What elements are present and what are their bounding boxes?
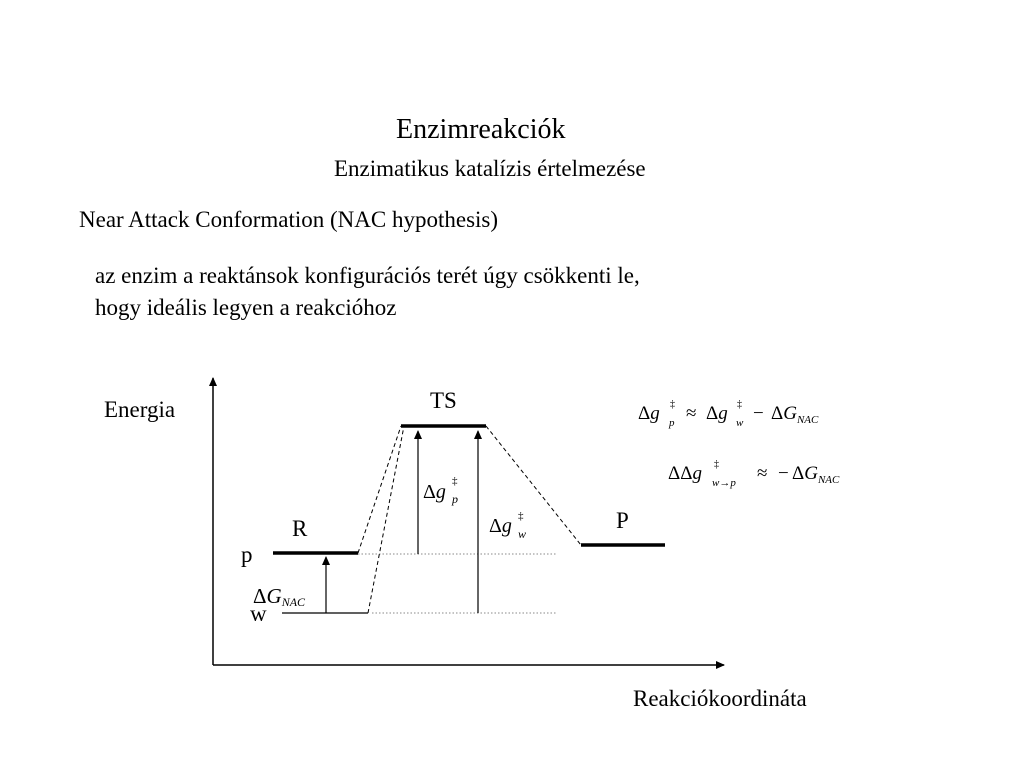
connector-r-ts [358,426,401,553]
svg-text:≈: ≈ [686,403,697,424]
svg-text:ΔGNAC: $\Delta G_{NAC}$ [792,463,840,486]
slide-title: Enzimreakciók [396,114,566,145]
slide-subtitle: Enzimatikus katalízis értelmezése [334,156,646,181]
connector-w-ts [368,426,404,613]
svg-text:‡: ‡ [737,399,742,410]
label-delta-g-nac [253,584,306,609]
product-label: P [616,508,629,533]
w-state-label: w [250,601,267,626]
svg-text:ΔGNAC: ΔGNAC [253,584,306,609]
equation-1 [638,399,819,429]
label-delta-g-p [423,475,458,506]
svg-text:‡: ‡ [670,399,675,410]
svg-text:ΔGNAC: $\Delta G_{NAC}$ [771,403,819,426]
svg-text:‡: ‡ [518,510,524,522]
svg-text:w: w [736,417,744,429]
svg-text:Δg: Δg [423,481,446,503]
p-state-label: p [241,542,253,567]
x-axis-label: Reakciókoordináta [633,686,807,711]
svg-text:‡: ‡ [714,459,719,470]
label-delta-g-w [489,510,526,541]
svg-text:≈: ≈ [757,463,768,484]
description-line-1: az enzim a reaktánsok konfigurációs terét úgy csökkenti le, [95,263,640,288]
svg-text:Δg: Δg [706,403,728,424]
equation-2 [668,459,840,489]
ts-label: TS [430,388,457,413]
svg-text:−: − [778,463,789,484]
svg-text:ΔΔg: ΔΔg [668,463,702,484]
svg-text:Δg: Δg [489,515,512,537]
svg-text:Δg: Δg [638,403,660,424]
svg-text:p: p [669,417,675,429]
reactant-label: R [292,516,308,541]
svg-text:p: p [452,492,458,506]
section-heading: Near Attack Conformation (NAC hypothesis) [79,207,499,232]
svg-text:w: w [518,527,527,541]
svg-text:‡: ‡ [452,475,458,487]
svg-text:w→p: w→p [712,477,736,489]
y-axis-label: Energia [104,397,176,422]
description-line-2: hogy ideális legyen a reakcióhoz [95,295,397,320]
svg-text:−: − [753,403,764,424]
